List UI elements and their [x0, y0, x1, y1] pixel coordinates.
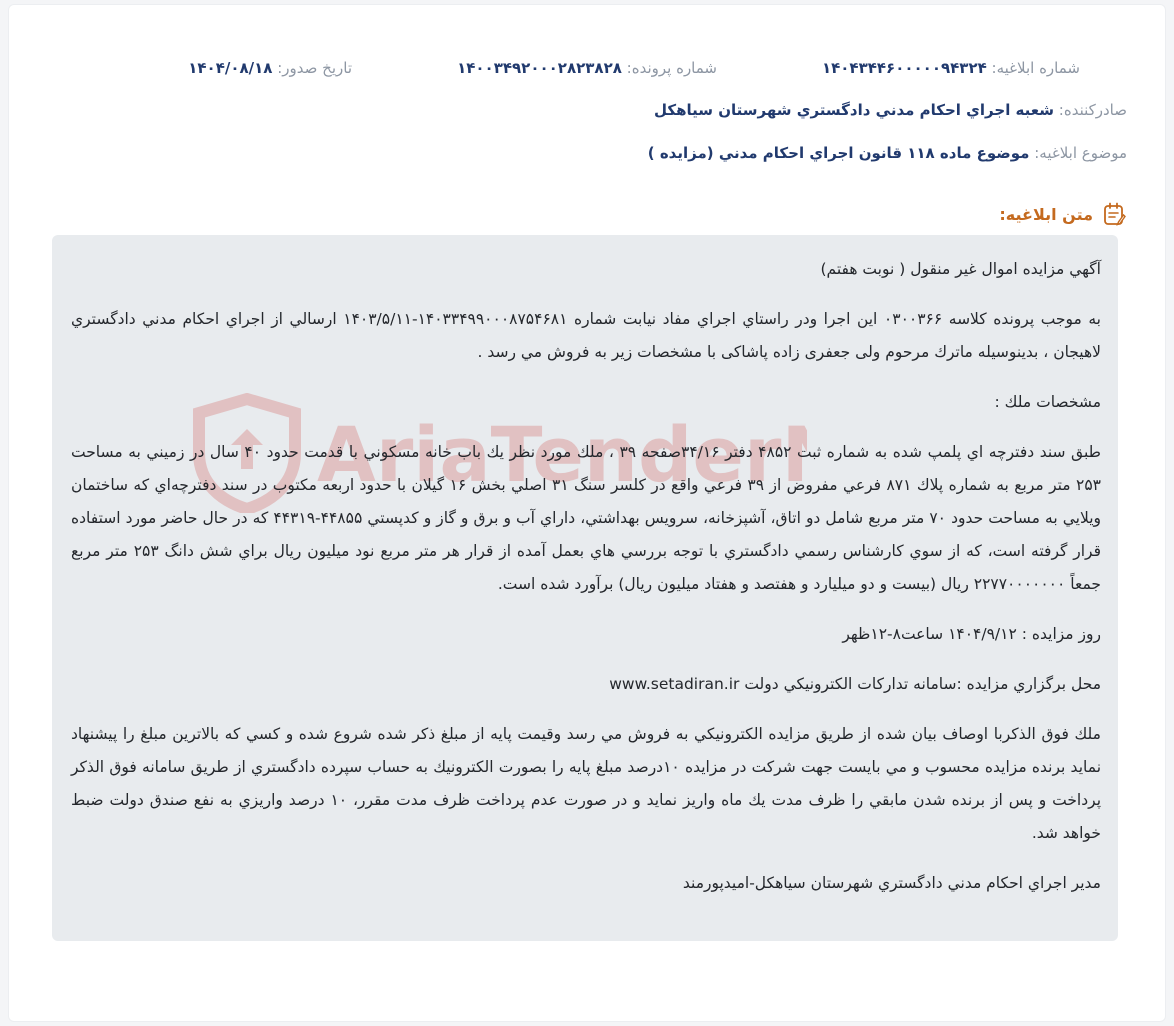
subject-label: موضوع ابلاغيه:: [1034, 144, 1127, 162]
meta-row-numbers: [0, 56, 1127, 80]
signature-line: مدير اجراي احكام مدني دادگستري شهرستان سياهكل-اميدپورمند: [682, 874, 1101, 892]
notepad-icon: [1101, 201, 1127, 227]
auction-date: روز مزايده : ۱۴۰۴/۹/۱۲ ساعت۸-۱۲ظهر: [842, 625, 1101, 643]
auction-location: محل برگزاري مزايده :سامانه تداركات الكترونيكي دولت www.setadiran.ir: [609, 675, 1101, 693]
issuer-label: صادرکننده:: [1058, 101, 1127, 119]
watermark-text: AriaTender: [317, 410, 782, 499]
issue-date: [188, 56, 352, 80]
case-number-label: شماره پرونده:: [626, 59, 717, 77]
case-number: [457, 56, 717, 80]
issue-date-value: ۱۴۰۴/۰۸/۱۸: [188, 59, 273, 77]
notice-title: آگهي مزايده اموال غير منقول ( نوبت هفتم): [820, 260, 1101, 278]
notice-number-label: شماره ابلاغيه:: [991, 59, 1080, 77]
meta-row-issuer: [654, 98, 1127, 122]
notice-text-box: [52, 235, 1118, 941]
meta-row-subject: [648, 141, 1127, 165]
property-description: طبق سند دفترچه اي پلمپ شده به شماره ثبت ۴۸۵۲ دفتر ۳۴/۱۶صفحه ۳۹ ، ملك مورد نظر يك باب خانه مسكوني با قدمت حدود ۴۰ سال در زميني به مساحت ۲۵۳ متر مربع به شماره پلاك ۸۷۱ فرعي مفروض از ۳۹ فرعي واقع در كلسر سنگ ۳۱ اصلي بخش ۱۶ گيلان با حدود اربعه مكتوب در سند دفترچه‌اي كه ساختمان ويلايي به مساحت حدود ۷۰ متر مربع شامل دو اتاق، آشپزخانه، سرويس بهداشتي، داراي آب و برق و گاز و كدپستي ۴۴۸۵۵-۴۴۳۱۹ كه در حال حاضر مورد استفاده قرار گرفته است، كه از سوي كارشناس رسمي دادگستري با توجه بررسي هاي بعمل آمده از قرار هر متر مربع نود ميليون ريال براي شش دانگ ۲۵۳ متر مربع جمعاً ۲۲۷۷۰۰۰۰۰۰۰ ريال (بيست و دو ميليارد و هفتصد و هفتاد ميليون ريال) برآورد شده است.: [71, 443, 1101, 593]
section-title: [999, 199, 1127, 229]
paragraph-intro: به موجب پرونده كلاسه ۰۳۰۰۳۶۶ اين اجرا ودر راستاي اجراي مفاد نيابت شماره ۱۴۰۳۳۴۹۹۰۰۰۸۷۵۴۶۸۱-۱۴۰۳/۵/۱۱ ارسالي از اجراي احكام مدني دادگستري لاهيجان ، بدينوسيله ماترك مرحوم ولی جعفری زاده پاشاکی با مشخصات زير به فروش مي رسد .: [71, 310, 1101, 361]
case-number-value: ۱۴۰۰۳۴۹۲۰۰۰۲۸۲۳۸۲۸: [457, 59, 622, 77]
subject-value: موضوع ماده ۱۱۸ قانون اجراي احكام مدني (مزايده ): [647, 144, 1030, 162]
issuer-value: شعبه اجراي احكام مدني دادگستري شهرستان سياهكل: [653, 101, 1054, 119]
notice-number-value: ۱۴۰۴۳۴۴۶۰۰۰۰۰۹۴۳۲۴: [821, 59, 987, 77]
auction-terms: ملك فوق الذكربا اوصاف بيان شده از طريق مزايده الكترونيكي به فروش مي رسد وقيمت پايه از مبلغ ذكر شده شروع شده و كسي كه بالاترين مبلغ را پيشنهاد نمايد برنده مزايده محسوب و مي بايست جهت شركت در مزايده ۱۰درصد مبلغ پايه را بصورت الكترونيك به حساب سپرده دادگستري از طريق سامانه فوق الذكر پرداخت و پس از برنده شدن مابقي را ظرف مدت يك ماه واريز نمايد و در صورت عدم پرداخت ظرف مدت مقرر، ۱۰ درصد واريزي به نفع صندق دولت ضبط خواهد شد.: [71, 725, 1102, 842]
section-title-text: متن ابلاغيه:: [999, 204, 1093, 224]
property-spec-heading: مشخصات ملك :: [994, 393, 1101, 411]
issue-date-label: تاريخ صدور:: [277, 59, 352, 77]
notice-number: [822, 56, 1080, 80]
